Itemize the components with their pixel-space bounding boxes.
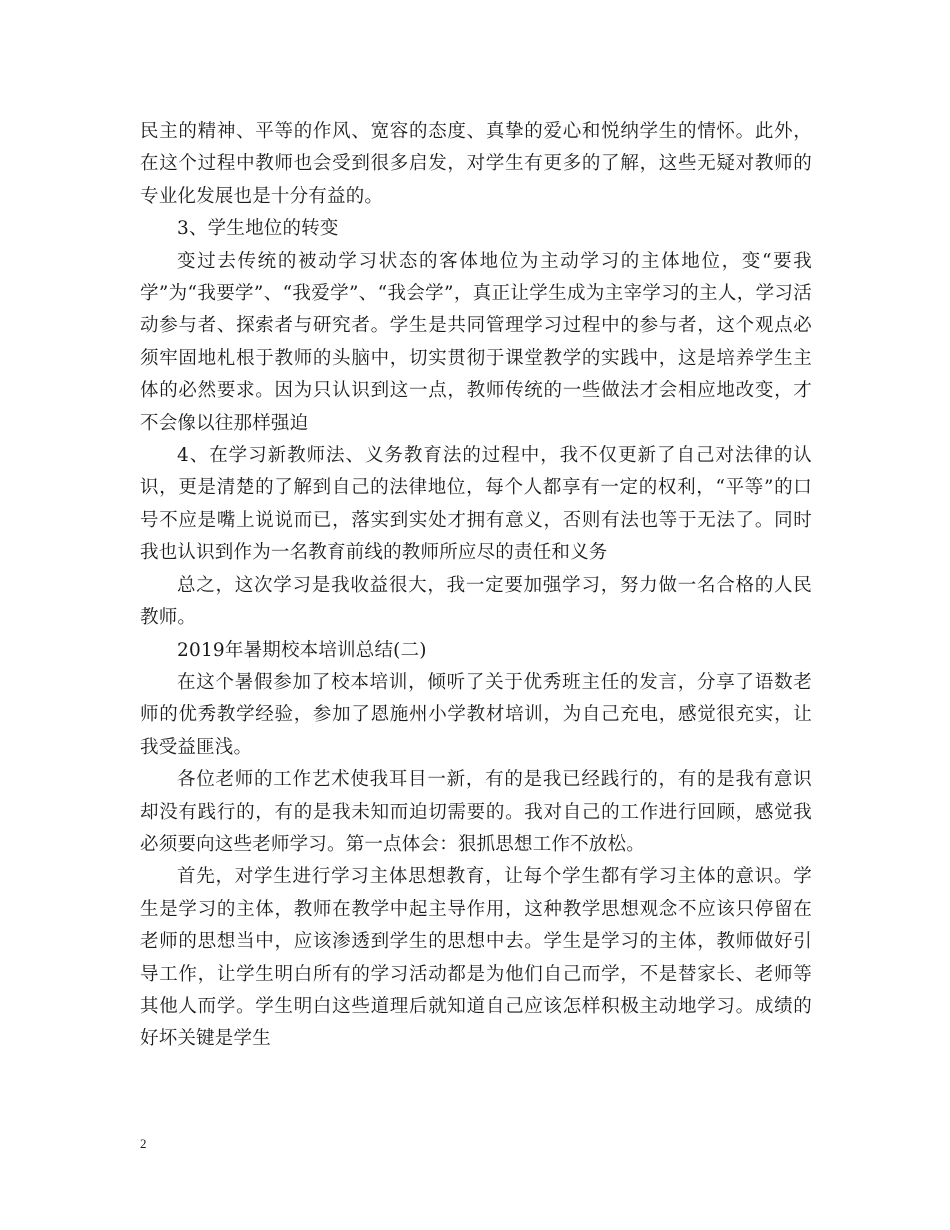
- paragraph: 各位老师的工作艺术使我耳目一新，有的是我已经践行的，有的是我有意识却没有践行的，有的是我未知而迫切需要的。我对自己的工作进行回顾，感觉我必须要向这些老师学习。第一点体会：狠抓思想工作不放松。: [140, 769, 812, 855]
- paragraph: 首先，对学生进行学习主体思想教育，让每个学生都有学习主体的意识。学生是学习的主体，教师在教学中起主导作用，这种教学思想观念不应该只停留在老师的思想当中，应该渗透到学生的思想中去。学生是学习的主体，教师做好引导工作，让学生明白所有的学习活动都是为他们自己而学，不是替家长、老师等其他人而学。学生明白这些道理后就知道自己应该怎样积极主动地学习。成绩的好坏关键是学生: [140, 866, 812, 1050]
- document-subtitle: 2019年暑期校本培训总结(二): [177, 639, 427, 661]
- paragraph: 变过去传统的被动学习状态的客体地位为主动学习的主体地位，变“要我学”为“我要学”、“我爱学”、“我会学”，真正让学生成为主宰学习的主人，学习活动参与者、探索者与研究者。学生是共同管理学习过程中的参与者，这个观点必须牢固地札根于教师的头脑中，切实贯彻于课堂教学的实践中，这是培养学生主体的必然要求。因为只认识到这一点，教师传统的一些做法才会相应地改变，才不会像以往那样强迫: [140, 250, 812, 434]
- paragraph: 总之，这次学习是我收益很大，我一定要加强学习，努力做一名合格的人民教师。: [140, 574, 812, 629]
- page-number: 2: [140, 1136, 147, 1151]
- paragraph: 在这个暑假参加了校本培训，倾听了关于优秀班主任的发言，分享了语数老师的优秀教学经验，参加了恩施州小学教材培训，为自己充电，感觉很充实，让我受益匪浅。: [140, 671, 812, 758]
- section-heading-student-status: 3、学生地位的转变: [177, 218, 339, 240]
- page-body: [140, 116, 812, 1056]
- paragraph: 民主的精神、平等的作风、宽容的态度、真挚的爱心和悦纳学生的情怀。此外，在这个过程中教师也会受到很多启发，对学生有更多的了解，这些无疑对教师的专业化发展也是十分有益的。: [140, 121, 812, 207]
- paragraph: 4、在学习新教师法、义务教育法的过程中，我不仅更新了自己对法律的认识，更是清楚的了解到自己的法律地位，每个人都享有一定的权利，“平等”的口号不应是嘴上说说而已，落实到实处才拥有意义，否则有法也等于无法了。同时我也认识到作为一名教育前线的教师所应尽的责任和义务: [140, 445, 812, 564]
